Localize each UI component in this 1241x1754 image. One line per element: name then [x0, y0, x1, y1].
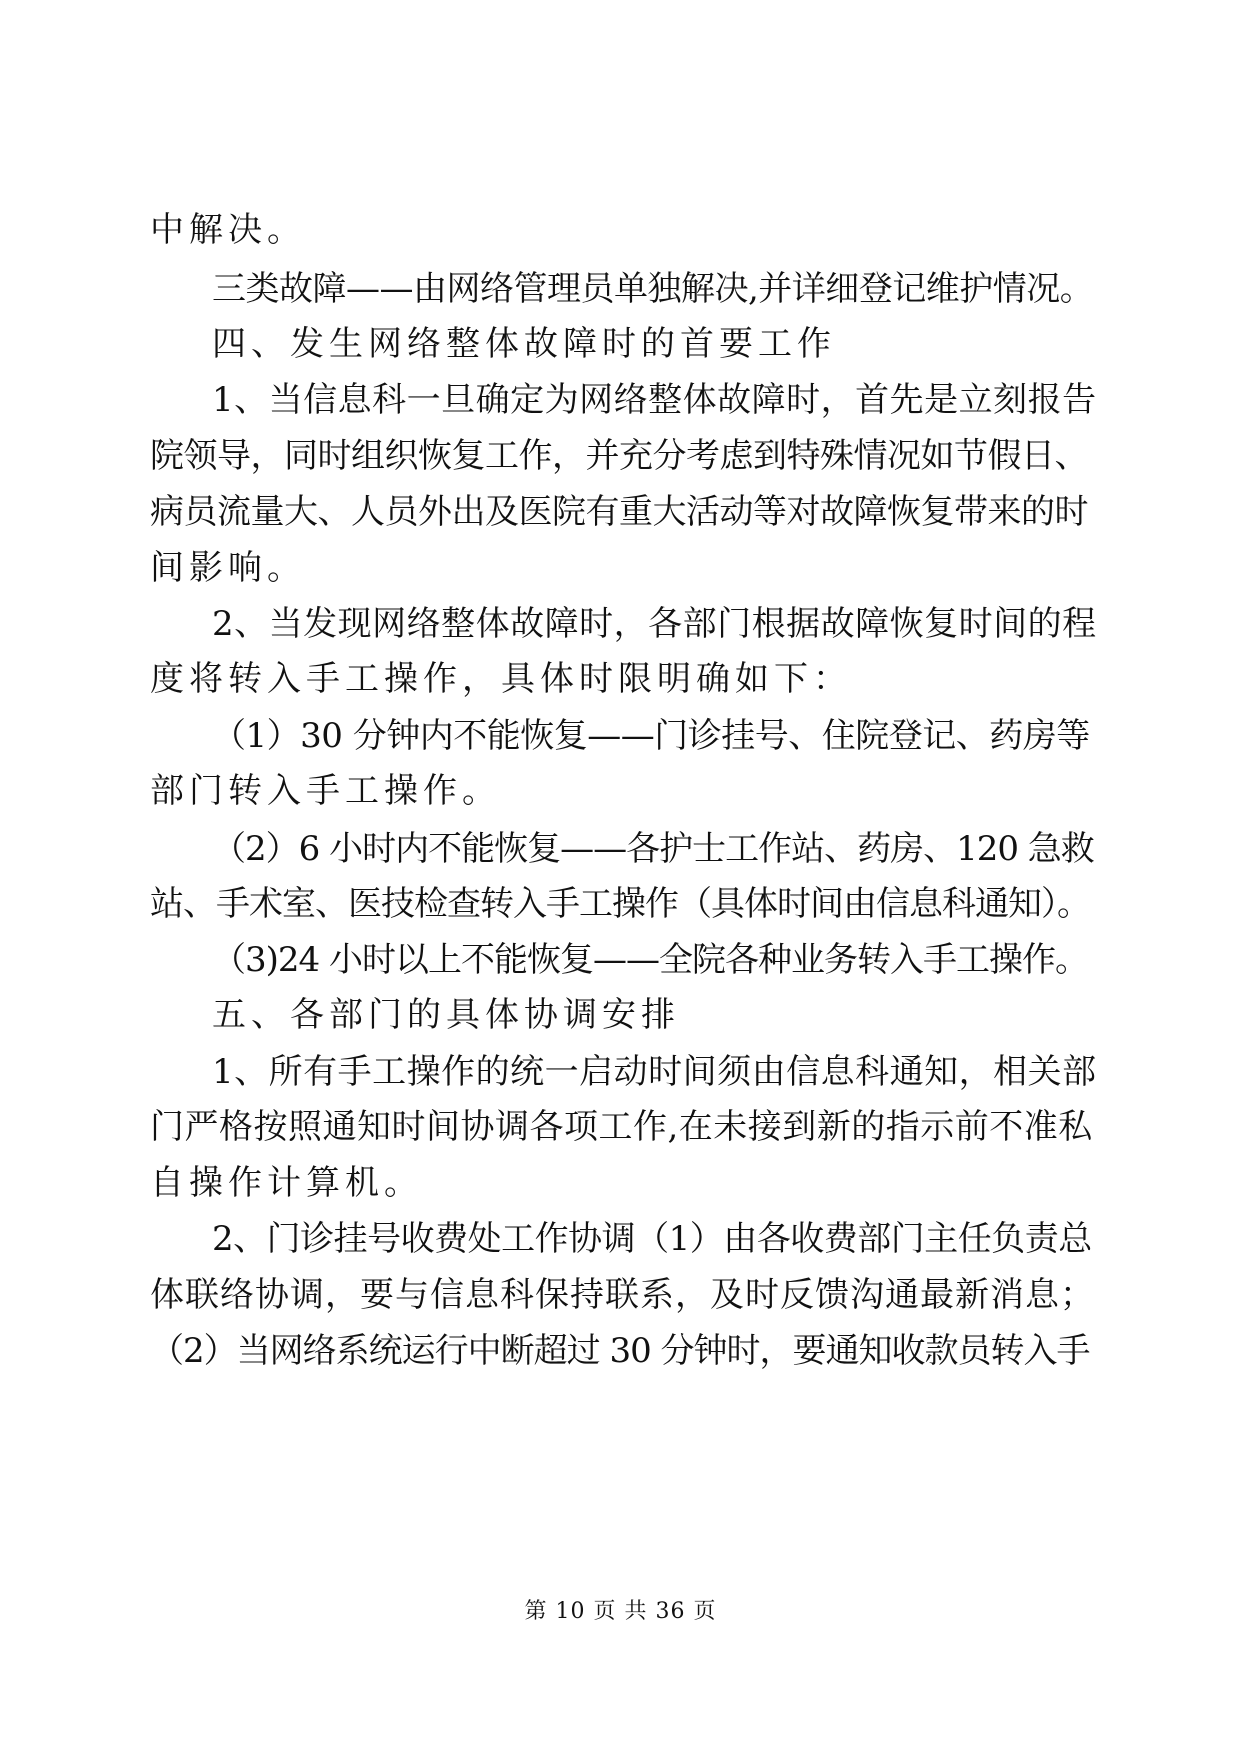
section-heading: 五、各部门的具体协调安排 [212, 995, 680, 1035]
text-line: 中解决。 [150, 210, 306, 250]
text-line: 病员流量大、人员外出及医院有重大活动等对故障恢复带来的时 [150, 492, 1088, 532]
text-line: 院领导，同时组织恢复工作，并充分考虑到特殊情况如节假日、 [150, 436, 1088, 476]
section-heading: 四、发生网络整体故障时的首要工作 [212, 324, 836, 364]
text-line: 部门转入手工操作。 [150, 771, 501, 811]
text-line: 体联络协调，要与信息科保持联系，及时反馈沟通最新消息； [150, 1275, 1095, 1315]
text-line: （2）6 小时内不能恢复——各护士工作站、药房、120 急救 [212, 829, 1094, 869]
text-line: 度将转入手工操作，具体时限明确如下： [150, 659, 852, 699]
text-line: 2、当发现网络整体故障时，各部门根据故障恢复时间的程 [212, 604, 1097, 644]
text-line: 1、当信息科一旦确定为网络整体故障时，首先是立刻报告 [212, 380, 1097, 420]
text-line: 站、手术室、医技检查转入手工操作（具体时间由信息科通知）。 [150, 884, 1090, 924]
page-number-footer: 第 10 页 共 36 页 [524, 1599, 717, 1624]
text-line: 1、所有手工操作的统一启动时间须由信息科通知，相关部 [212, 1052, 1097, 1092]
text-line: （3)24 小时以上不能恢复——全院各种业务转入手工操作。 [212, 940, 1088, 980]
text-line: 2、门诊挂号收费处工作协调（1）由各收费部门主任负责总 [212, 1219, 1092, 1259]
text-line: 间影响。 [150, 548, 306, 588]
text-line: 三类故障——由网络管理员单独解决,并详细登记维护情况。 [212, 269, 1094, 309]
text-line: 自操作计算机。 [150, 1163, 423, 1203]
text-line: 门严格按照通知时间协调各项工作,在未接到新的指示前不准私 [150, 1107, 1093, 1147]
text-line: （1）30 分钟内不能恢复——门诊挂号、住院登记、药房等 [212, 716, 1090, 756]
text-line: （2）当网络系统运行中断超过 30 分钟时，要通知收款员转入手 [150, 1331, 1090, 1371]
